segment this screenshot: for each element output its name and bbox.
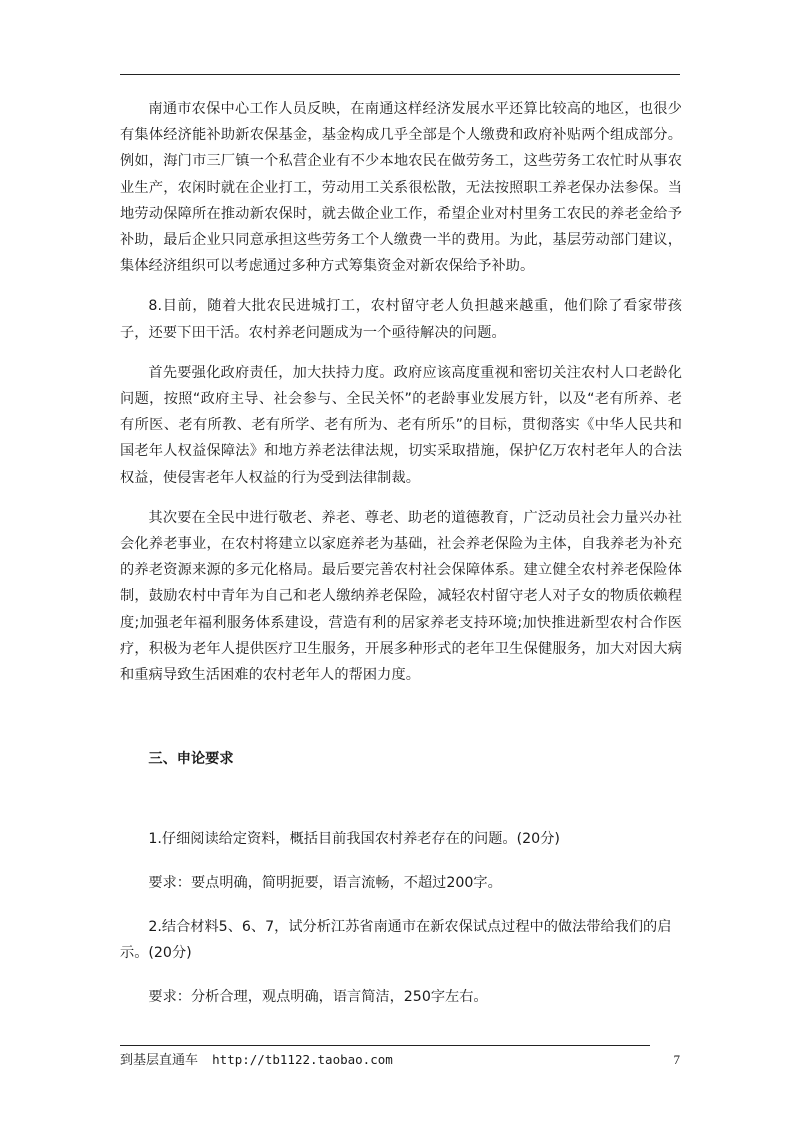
footer-rule	[120, 1045, 650, 1046]
footer-url-link[interactable]: http://tb1122.taobao.com	[212, 1052, 393, 1067]
section-title: 三、申论要求	[148, 751, 234, 768]
document-body	[120, 96, 682, 1010]
paragraph-material-8: 8.目前，随着大批农民进城打工，农村留守老人负担越来越重，他们除了看家带孩子，还要下田干活。农村养老问题成为一个亟待解决的问题。	[120, 298, 682, 341]
page-number: 7	[673, 1052, 680, 1067]
footer-brand: 到基层直通车	[120, 1053, 199, 1068]
question-2-requirement: 要求：分析合理，观点明确，语言简洁，250字左右。	[148, 989, 488, 1006]
paragraph-government-responsibility: 首先要强化政府责任，加大扶持力度。政府应该高度重视和密切关注农村人口老龄化问题，按照“政府主导、社会参与、全民关怀”的老龄事业发展方针，以及“老有所养、老有所医、老有所教、老有所学、老有所为、老有所乐”的目标，贯彻落实《中华人民共和国老年人权益保障法》和地方养老法律法规，切实采取措施，保护亿万农村老年人的合法权益，使侵害老年人权益的行为受到法律制裁。	[120, 364, 682, 486]
page-footer	[120, 1050, 682, 1070]
paragraph-nantong-report: 南通市农保中心工作人员反映，在南通这样经济发展水平还算比较高的地区，也很少有集体经济能补助新农保基金，基金构成几乎全部是个人缴费和政府补贴两个组成部分。例如，海门市三厂镇一个私营企业有不少本地农民在做劳务工，这些劳务工农忙时从事农业生产，农闲时就在企业打工，劳动用工关系很松散，无法按照职工养老保办法参保。当地劳动保障所在推动新农保时，就去做企业工作，希望企业对村里务工农民的养老金给予补助，最后企业只同意承担这些劳务工个人缴费一半的费用。为此，基层劳动部门建议，集体经济组织可以考虑通过多种方式筹集资金对新农保给予补助。	[120, 101, 682, 275]
question-1: 1.仔细阅读给定资料，概括目前我国农村养老存在的问题。(20分)	[148, 831, 560, 848]
question-1-requirement: 要求：要点明确，简明扼要，语言流畅，不超过200字。	[148, 875, 502, 892]
question-2: 2.结合材料5、6、7，试分析江苏省南通市在新农保试点过程中的做法带给我们的启示。(20分)	[120, 919, 672, 962]
header-rule	[120, 74, 680, 75]
paragraph-moral-education: 其次要在全民中进行敬老、养老、尊老、助老的道德教育，广泛动员社会力量兴办社会化养老事业，在农村将建立以家庭养老为基础，社会养老保险为主体，自我养老为补充的养老资源来源的多元化格局。最后要完善农村社会保障体系。建立健全农村养老保险体制，鼓励农村中青年为自己和老人缴纳养老保险，减轻农村留守老人对子女的物质依赖程度;加强老年福利服务体系建设，营造有利的居家养老支持环境;加快推进新型农村合作医疗，积极为老年人提供医疗卫生服务，开展多种形式的老年卫生保健服务，加大对因大病和重病导致生活困难的农村老年人的帮困力度。	[120, 509, 682, 684]
